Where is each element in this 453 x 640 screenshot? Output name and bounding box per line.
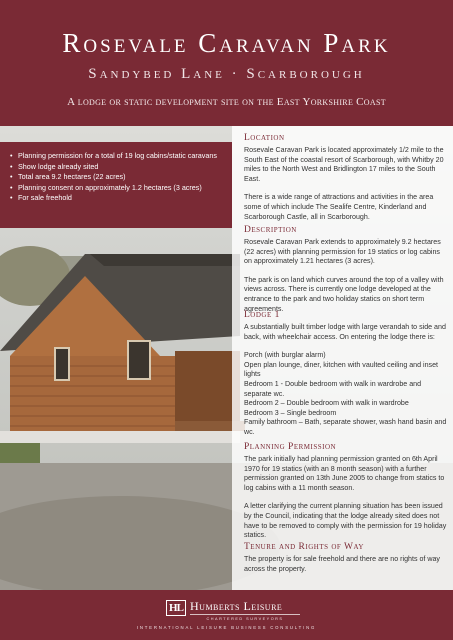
- key-points-list: [10, 151, 222, 204]
- footer-band: [0, 590, 453, 640]
- section-heading: Planning Permission: [244, 442, 337, 452]
- logo-divider: [190, 614, 300, 615]
- description-section: [244, 225, 448, 314]
- section-text: Rosevale Caravan Park extends to approximately 9.2 hectares (22 acres) with planning permission for 19 statics or log cabins on approximately 1.21 hectares (3 acres).: [244, 238, 441, 266]
- company-line-2: INTERNATIONAL LEISURE BUSINESS CONSULTING: [136, 625, 317, 630]
- company-line-1: CHARTERED SURVEYORS: [206, 617, 284, 621]
- section-heading: Tenure and Rights of Way: [244, 542, 364, 552]
- key-point: • For sale freehold: [10, 193, 222, 204]
- section-text: The property is for sale freehold and there are no rights of way across the property.: [244, 555, 440, 573]
- section-text: A substantially built timber lodge with large verandah to side and back, with wheelchair access. On entering the lodge there is:: [244, 323, 446, 341]
- page-subtitle: Sandybed Lane · Scarborough: [88, 66, 365, 82]
- location-section: [244, 133, 448, 222]
- section-text: Porch (with burglar alarm) Open plan lounge, diner, kitchen with vaulted ceiling and inset lights Bedroom 1 - Double bedroom with walk in wardrobe and separate wc. Bedroom 2 – Double bedroom with walk in wardrobe Bedroom 3 – Single bedroom Family bathroom – Bath, separate shower, wash hand basin and wc.: [244, 351, 447, 436]
- key-point: • Planning consent on approximately 1.2 hectares (3 acres): [10, 183, 222, 194]
- lodge-section: [244, 310, 448, 438]
- planning-section: [244, 442, 448, 541]
- section-text: The park initially had planning permission granted on 6th April 1970 for 19 statics (with an 8 month season) with a further permission granted on 13th June 2005 to change from statics to log cabins with a 11 month season.: [244, 455, 445, 492]
- section-text: There is a wide range of attractions and activities in the area some of which include The Sealife Centre, Kinderland and Scarborough Castle, all in Scarborough.: [244, 193, 434, 221]
- humberts-logo-icon: HL: [166, 600, 186, 616]
- tenure-section: [244, 542, 448, 574]
- company-name: Humberts Leisure: [190, 599, 283, 613]
- section-heading: Location: [244, 133, 285, 143]
- section-heading: Lodge 1: [244, 310, 280, 320]
- page-tagline: A lodge or static development site on the East Yorkshire Coast: [67, 96, 386, 108]
- key-point: • Planning permission for a total of 19 log cabins/static caravans: [10, 151, 222, 162]
- key-points-box: [0, 142, 232, 228]
- section-heading: Description: [244, 225, 297, 235]
- key-point: • Show lodge already sited: [10, 162, 222, 173]
- section-text: The park is on land which curves around the top of a valley with views across. There is currently one lodge developed at the entrance to the park and two holiday statics on short term agreements.: [244, 275, 444, 313]
- key-point: • Total area 9.2 hectares (22 acres): [10, 172, 222, 183]
- page-title: Rosevale Caravan Park: [62, 28, 391, 58]
- section-text: Rosevale Caravan Park is located approximately 1/2 mile to the South East of the coastal resort of Scarborough, with Whitby 20 miles to the North West and Bridlington 17 miles to the South East.: [244, 146, 444, 183]
- section-text: A letter clarifying the current planning situation has been issued by the Council, indicating that the lodge already sited does not have to be removed to comply with the permission for 19 holiday statics.: [244, 502, 447, 540]
